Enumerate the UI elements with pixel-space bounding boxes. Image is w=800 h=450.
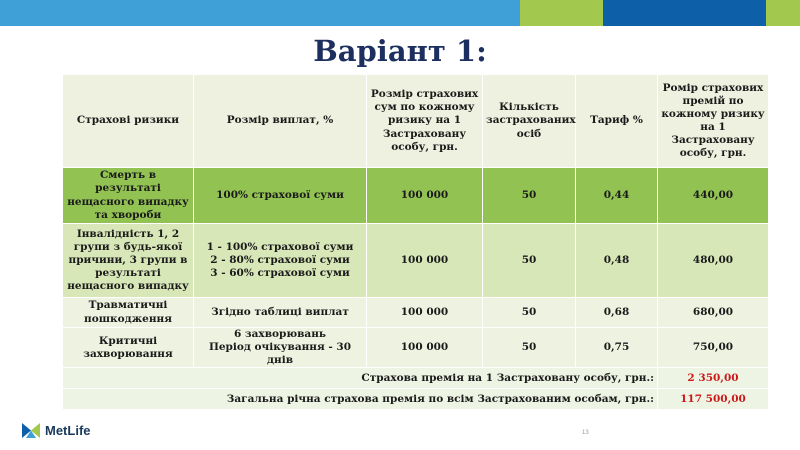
premium-cell: 480,00 — [658, 224, 769, 298]
count-cell: 50 — [483, 168, 576, 224]
risk-cell: Інвалідність 1, 2 групи з будь-якої причини, 3 групи в результаті нещасного випадку — [63, 224, 194, 298]
premium-cell: 440,00 — [658, 168, 769, 224]
payout-cell — [194, 224, 367, 298]
count-cell: 50 — [483, 298, 576, 328]
top-color-bar — [0, 0, 800, 26]
header-tariff: Тариф % — [576, 75, 658, 168]
total-annual-row — [63, 389, 769, 410]
insurance-table — [62, 74, 769, 410]
risk-cell: Смерть в результаті нещасного випадку та хвороби — [63, 168, 194, 224]
tariff-cell: 0,75 — [576, 328, 658, 368]
sum-insured-cell: 100 000 — [367, 328, 483, 368]
total-annual-label: Загальна річна страхова премія по всім Застрахованим особам, грн.: — [63, 389, 658, 410]
payout-line: 6 захворювань — [233, 328, 327, 340]
logo-text: MetLife — [45, 423, 91, 438]
payout-cell — [194, 328, 367, 368]
top-bar-dark-blue — [603, 0, 766, 26]
header-count: Кількість застрахованих осіб — [483, 75, 576, 168]
total-per-person-value: 2 350,00 — [658, 368, 769, 389]
table-header-row — [63, 75, 769, 168]
total-per-person-row — [63, 368, 769, 389]
payout-cell — [194, 298, 367, 328]
header-risks: Страхові ризики — [63, 75, 194, 168]
premium-cell: 680,00 — [658, 298, 769, 328]
sum-insured-cell: 100 000 — [367, 168, 483, 224]
header-premium: Ромір страхових премій по кожному ризику на 1 Застраховану особу, грн. — [658, 75, 769, 168]
top-bar-green-right — [766, 0, 800, 26]
header-sum-insured: Розмір страхових сум по кожному ризику на 1 Застраховану особу, грн. — [367, 75, 483, 168]
payout-line: 1 - 100% страхової суми — [206, 240, 354, 253]
total-per-person-label: Страхова премія на 1 Застраховану особу, грн.: — [63, 368, 658, 389]
tariff-cell: 0,68 — [576, 298, 658, 328]
top-bar-green — [520, 0, 603, 26]
payout-line: Період очікування - 30 днів — [208, 341, 352, 367]
table-row — [63, 298, 769, 328]
metlife-logo — [22, 423, 91, 438]
top-bar-light-blue — [0, 0, 520, 26]
tariff-cell: 0,48 — [576, 224, 658, 298]
payout-line: Згідно таблиці виплат — [211, 305, 349, 318]
payout-cell — [194, 168, 367, 224]
total-annual-value: 117 500,00 — [658, 389, 769, 410]
header-payout: Розмір виплат, % — [194, 75, 367, 168]
payout-line: 3 - 60% страхової суми — [210, 267, 350, 280]
tariff-cell: 0,44 — [576, 168, 658, 224]
payout-line: 100% страхової суми — [216, 188, 344, 201]
count-cell: 50 — [483, 328, 576, 368]
sum-insured-cell: 100 000 — [367, 224, 483, 298]
sum-insured-cell: 100 000 — [367, 298, 483, 328]
payout-line: 2 - 80% страхової суми — [210, 253, 350, 266]
page-number: 13 — [582, 430, 589, 436]
premium-cell: 750,00 — [658, 328, 769, 368]
count-cell: 50 — [483, 224, 576, 298]
table-row — [63, 168, 769, 224]
risk-cell: Травматичні пошкодження — [63, 298, 194, 328]
table-row — [63, 328, 769, 368]
table-row — [63, 224, 769, 298]
page-title: Варіант 1: — [313, 34, 487, 68]
risk-cell: Критичні захворювання — [63, 328, 194, 368]
metlife-logo-mark — [22, 423, 40, 438]
